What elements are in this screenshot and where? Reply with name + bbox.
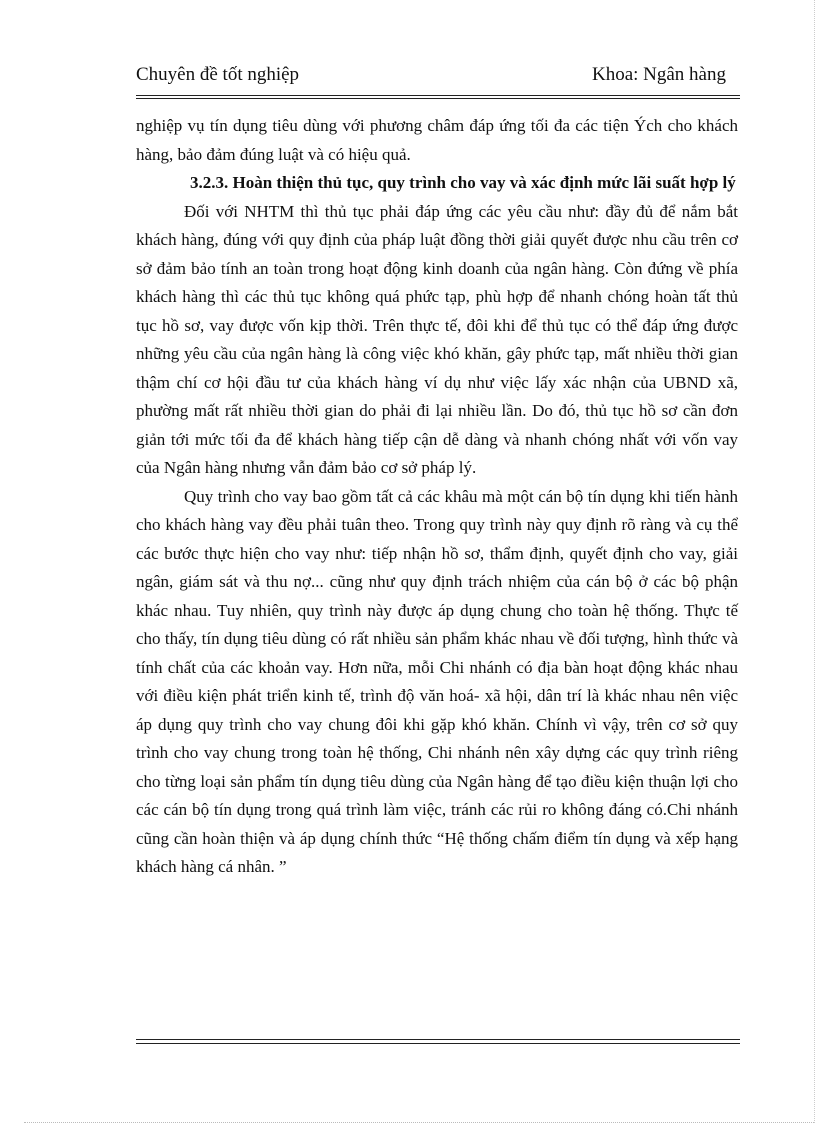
paragraph-procedures: Đối với NHTM thì thủ tục phải đáp ứng các yêu cầu như: đầy đủ để nắm bắt khách hàng, đúng với quy định của pháp luật đồng thời giải quyết được nhu cầu trên cơ sở đảm bảo tính an toàn trong hoạt động kinh doanh của ngân hàng. Còn đứng về phía khách hàng thì các thủ tục không quá phức tạp, phù hợp để nhanh chóng hoàn tất thủ tục hồ sơ, vay được vốn kịp thời. Trên thực tế, đôi khi để thủ tục có thể đáp ứng được những yêu cầu của ngân hàng là công việc khó khăn, gây phức tạp, mất nhiều thời gian thậm chí cơ hội đầu tư của khách hàng ví dụ như việc lấy xác nhận của UBND xã, phường mất rất nhiều thời gian do phải đi lại nhiều lần. Do đó, thủ tục hồ sơ cần đơn giản tới mức tối đa để khách hàng tiếp cận dễ dàng và nhanh chóng nhất với vốn vay của Ngân hàng nhưng vẫn đảm bảo cơ sở pháp lý. <box>136 201 738 477</box>
header-thesis-label: Chuyên đề tốt nghiệp <box>136 64 300 85</box>
paragraph-loan-process: Quy trình cho vay bao gồm tất cả các khâu mà một cán bộ tín dụng khi tiến hành cho khách hàng vay đều phải tuân theo. Trong quy trình này quy định rõ ràng và cụ thể các bước thực hiện cho vay như: tiếp nhận hồ sơ, thẩm định, quyết định cho vay, giải ngân, giám sát và thu nợ... cũng như quy định trách nhiệm của cán bộ ở các bộ phận khác nhau. Tuy nhiên, quy trình này được áp dụng chung cho toàn hệ thống. Thực tế cho thấy, tín dụng tiêu dùng có rất nhiều sản phẩm khác nhau về đối tượng, hình thức và tính chất của các khoản vay. Hơn nữa, mỗi Chi nhánh có địa bàn hoạt động khác nhau với điều kiện phát triển kinh tế, trình độ văn hoá- xã hội, dân trí là khác nhau nên việc áp dụng quy trình cho vay chung đôi khi gặp khó khăn. Chính vì vậy, trên cơ sở quy trình cho vay chung trong toàn hệ thống, Chi nhánh nên xây dựng các quy trình riêng cho từng loại sản phẩm tín dụng tiêu dùng của Ngân hàng để tạo điều kiện thuận lợi cho các cán bộ tín dụng trong quá trình làm việc, tránh các rủi ro không đáng có.Chi nhánh cũng cần hoàn thiện và áp dụng chính thức “Hệ thống chấm điểm tín dụng và xếp hạng khách hàng cá nhân. ” <box>136 486 738 876</box>
document-body <box>136 112 738 882</box>
header-rule-bottom <box>136 98 740 99</box>
page-edge-right <box>814 0 815 1123</box>
header-faculty-label: Khoa: Ngân hàng <box>591 64 726 85</box>
page-header <box>136 60 726 94</box>
footer-rule-top <box>136 1039 740 1040</box>
footer-rule-bottom <box>136 1043 740 1044</box>
header-rule-top <box>136 95 740 96</box>
paragraph-continuation: nghiệp vụ tín dụng tiêu dùng với phương châm đáp ứng tối đa các tiện Ých cho khách hàng, bảo đảm đúng luật và có hiệu quả. <box>136 116 738 164</box>
section-heading: 3.2.3. Hoàn thiện thủ tục, quy trình cho vay và xác định mức lãi suất hợp lý <box>190 173 736 192</box>
